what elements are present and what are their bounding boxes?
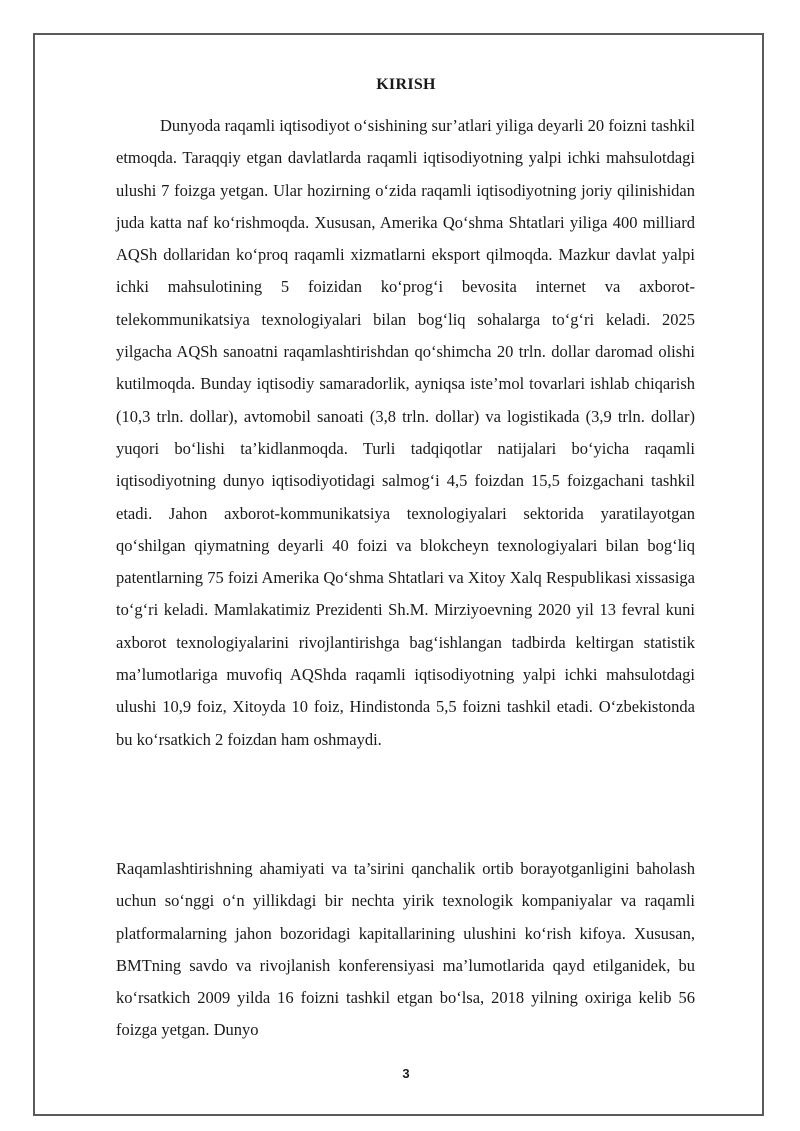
body-paragraph: Dunyoda raqamli iqtisodiyot o‘sishining sur’atlari yiliga deyarli 20 foizni tashkil etmoqda. Taraqqiy etgan davlatlarda raqamli iqtisodiyotning yalpi ichki mahsulotdagi ulushi 7 foizga yetgan. Ular hozirning o‘zida raqamli iqtisodiyotning joriy qilinishidan juda katta naf ko‘rishmoqda. Xususan, Amerika Qo‘shma Shtatlari yiliga 400 milliard AQSh dollaridan ko‘proq raqamli xizmatlarni eksport qilmoqda. Mazkur davlat yalpi ichki mahsulotining 5 foizidan ko‘prog‘i bevosita internet va axborot-telekommunikatsiya texnologiyalari bilan bog‘liq sohalarga to‘g‘ri keladi. 2025 yilgacha AQSh sanoatni raqamlashtirishdan qo‘shimcha 20 trln. dollar daromad olishi kutilmoqda. Bunday iqtisodiy samaradorlik, ayniqsa iste’mol tovarlari ishlab chiqarish (10,3 trln. dollar), avtomobil sanoati (3,8 trln. dollar) va logistikada (3,9 trln. dollar) yuqori bo‘lishi ta’kidlanmoqda. Turli tadqiqotlar natijalari bo‘yicha raqamli iqtisodiyotning dunyo iqtisodiyotidagi salmog‘i 4,5 foizdan 15,5 foizgachani tashkil etadi. Jahon axborot-kommunikatsiya texnologiyalari sektorida yaratilayotgan qo‘shilgan qiymatning deyarli 40 foizi va blokcheyn texnologiyalari bilan bog‘liq patentlarning 75 foizi Amerika Qo‘shma Shtatlari va Xitoy Xalq Respublikasi xissasiga to‘g‘ri keladi. Mamlakatimiz Prezidenti Sh.M. Mirziyoevning 2020 yil 13 fevral kuni axborot texnologiyalarini rivojlantirishga bag‘ishlangan tadbirda keltirgan statistik ma’lumotlariga muvofiq AQShda raqamli iqtisodiyotning yalpi ichki mahsulotdagi ulushi 10,9 foiz, Xitoyda 10 foiz, Hindistonda 5,5 foizni tashkil etadi. O‘zbekistonda bu ko‘rsatkich 2 foizdan ham oshmaydi. — [116, 116, 695, 749]
body-paragraph: Raqamlashtirishning ahamiyati va ta’sirini qanchalik ortib borayotganligini baholash uchun so‘nggi o‘n yillikdagi bir nechta yirik texnologik kompaniyalar va raqamli platformalarning jahon bozoridagi kapitallarining ulushini ko‘rish kifoya. Xususan, BMTning savdo va rivojlanish konferensiyasi ma’lumotlarida qayd etilganidek, bu ko‘rsatkich 2009 yilda 16 foizni tashkil etgan bo‘lsa, 2018 yilning oxiriga kelib 56 foizga yetgan. Dunyo — [116, 859, 695, 1040]
section-heading: KIRISH — [376, 76, 436, 93]
page-number: 3 — [402, 1066, 410, 1081]
